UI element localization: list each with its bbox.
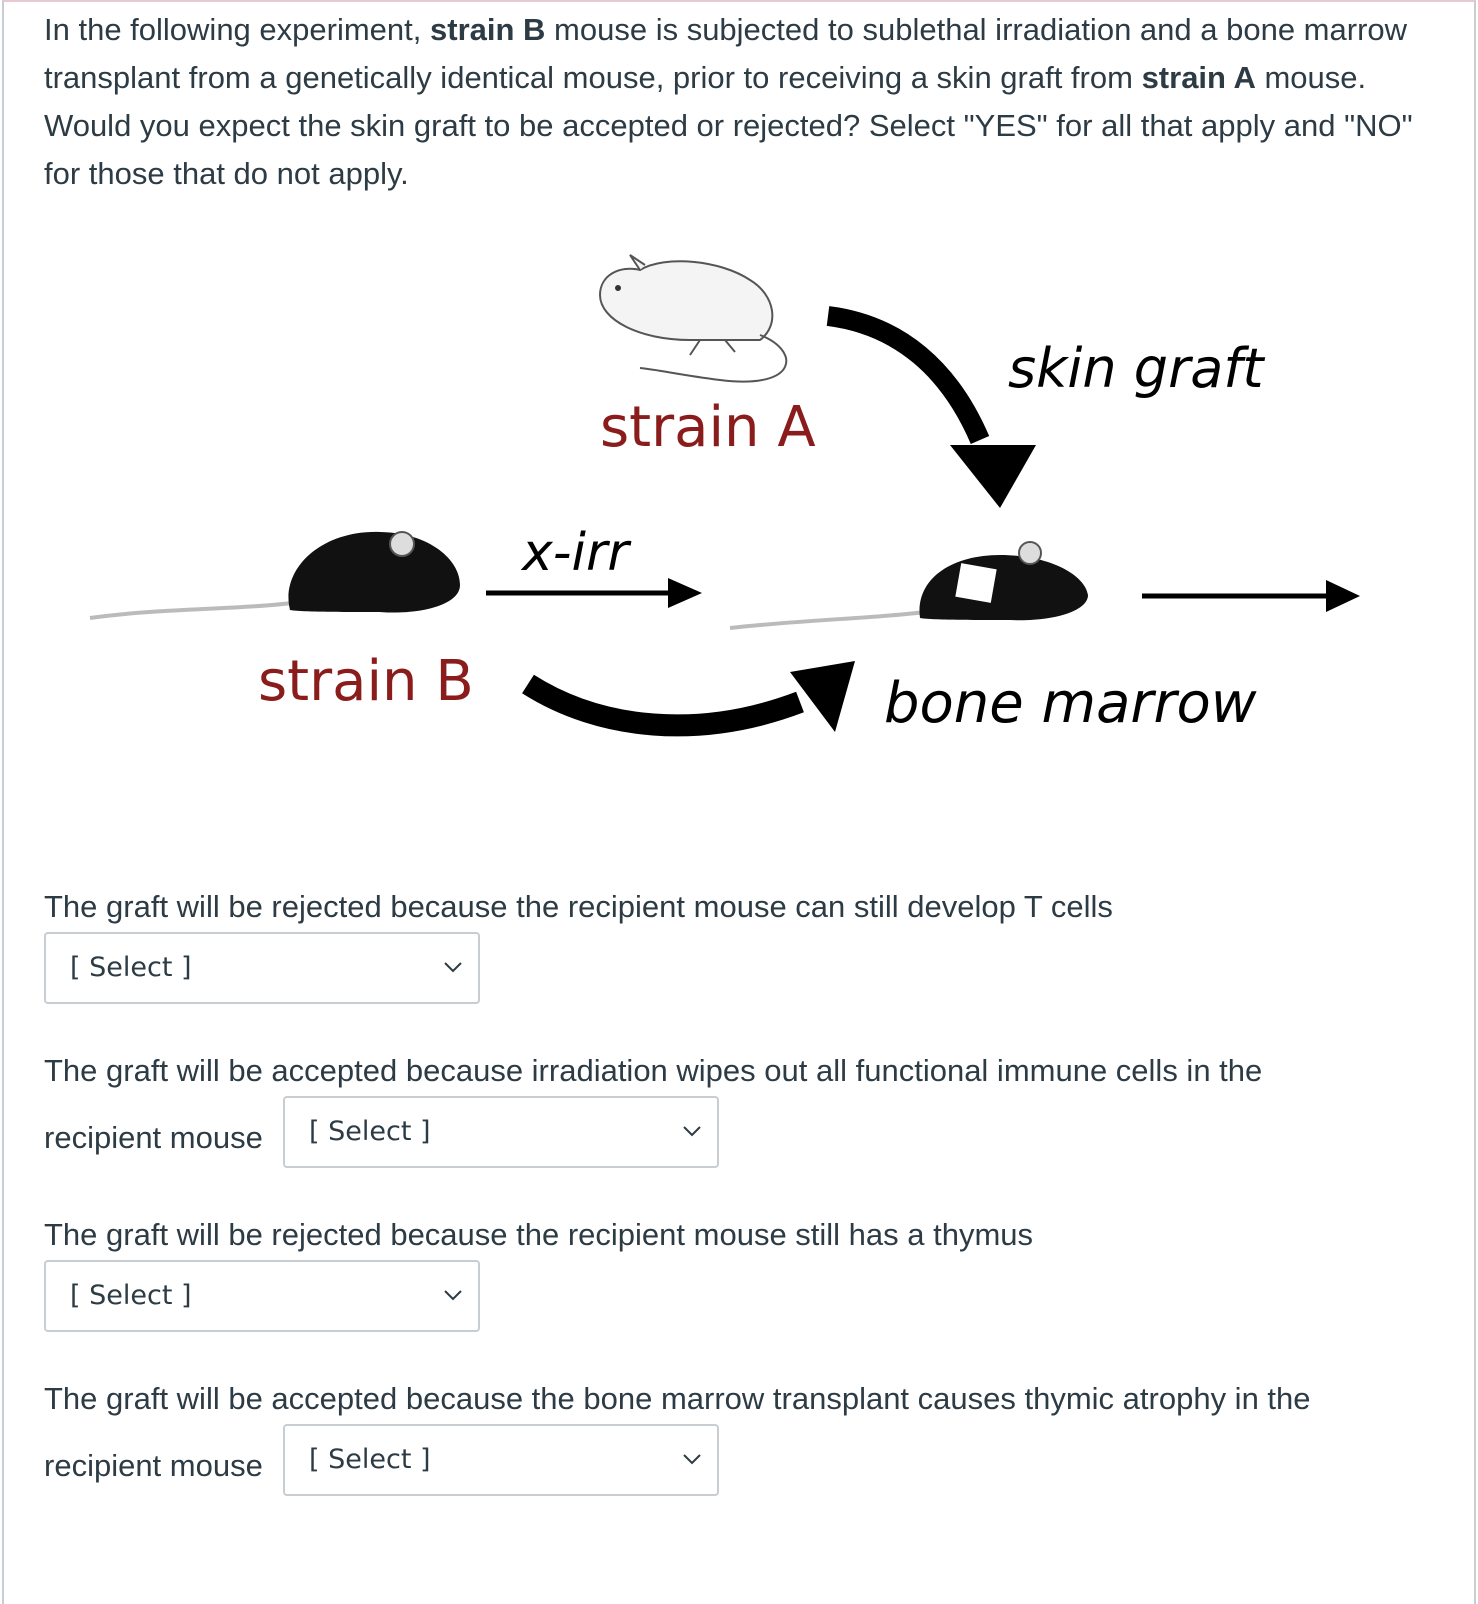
question-1-text: The graft will be rejected because the recipient mouse can still develop T cells	[44, 889, 1113, 924]
prompt-strain-a: strain A	[1141, 60, 1256, 95]
question-1-select[interactable]	[44, 932, 480, 1004]
prompt-text: mouse is subjected to sublethal irradiation and a bone marrow transplant from a genetically identical mouse, prior to receiving a skin graft from	[44, 12, 1408, 95]
bone-marrow-arrow	[528, 684, 800, 725]
skin-graft-label: skin graft	[1008, 337, 1264, 400]
question-2-text-line2: recipient mouse	[44, 1120, 263, 1155]
question-4-text-line1: The graft will be accepted because the bone marrow transplant causes thymic atrophy in the	[44, 1381, 1311, 1416]
prompt-text: In the following experiment,	[44, 12, 430, 47]
x-irr-arrowhead	[668, 578, 702, 608]
select-value: [ Select ]	[309, 1444, 431, 1475]
black-mouse-icon	[90, 532, 460, 618]
prompt-text: mouse. Would you expect the skin graft to be accepted or rejected? Select "YES" for all that apply and "NO" for those that do not apply.	[44, 60, 1413, 191]
experiment-figure	[0, 240, 1478, 780]
x-irr-label: x-irr	[522, 523, 629, 583]
prompt-strain-b: strain B	[430, 12, 546, 47]
select-value: [ Select ]	[70, 1280, 192, 1311]
question-2-select[interactable]	[283, 1096, 719, 1168]
bone-marrow-label: bone marrow	[884, 671, 1257, 736]
select-value: [ Select ]	[70, 952, 192, 983]
white-mouse-icon	[600, 255, 786, 382]
question-prompt	[44, 6, 1444, 198]
question-3-text: The graft will be rejected because the recipient mouse still has a thymus	[44, 1217, 1034, 1252]
chevron-down-icon	[442, 956, 464, 978]
chevron-down-icon	[681, 1448, 703, 1470]
strain-b-label: strain B	[258, 649, 474, 714]
skin-graft-arrowhead	[950, 445, 1036, 508]
bone-marrow-arrowhead	[790, 661, 855, 732]
chevron-down-icon	[681, 1120, 703, 1142]
recipient-mouse-icon	[730, 542, 1088, 628]
strain-a-label: strain A	[600, 395, 816, 460]
question-3-select[interactable]	[44, 1260, 480, 1332]
select-value: [ Select ]	[309, 1116, 431, 1147]
question-2-text-line1: The graft will be accepted because irradiation wipes out all functional immune cells in the	[44, 1053, 1263, 1088]
skin-graft-arrow	[828, 316, 980, 440]
result-arrowhead	[1326, 580, 1360, 612]
chevron-down-icon	[442, 1284, 464, 1306]
question-4-text-line2: recipient mouse	[44, 1448, 263, 1483]
question-4-select[interactable]	[283, 1424, 719, 1496]
